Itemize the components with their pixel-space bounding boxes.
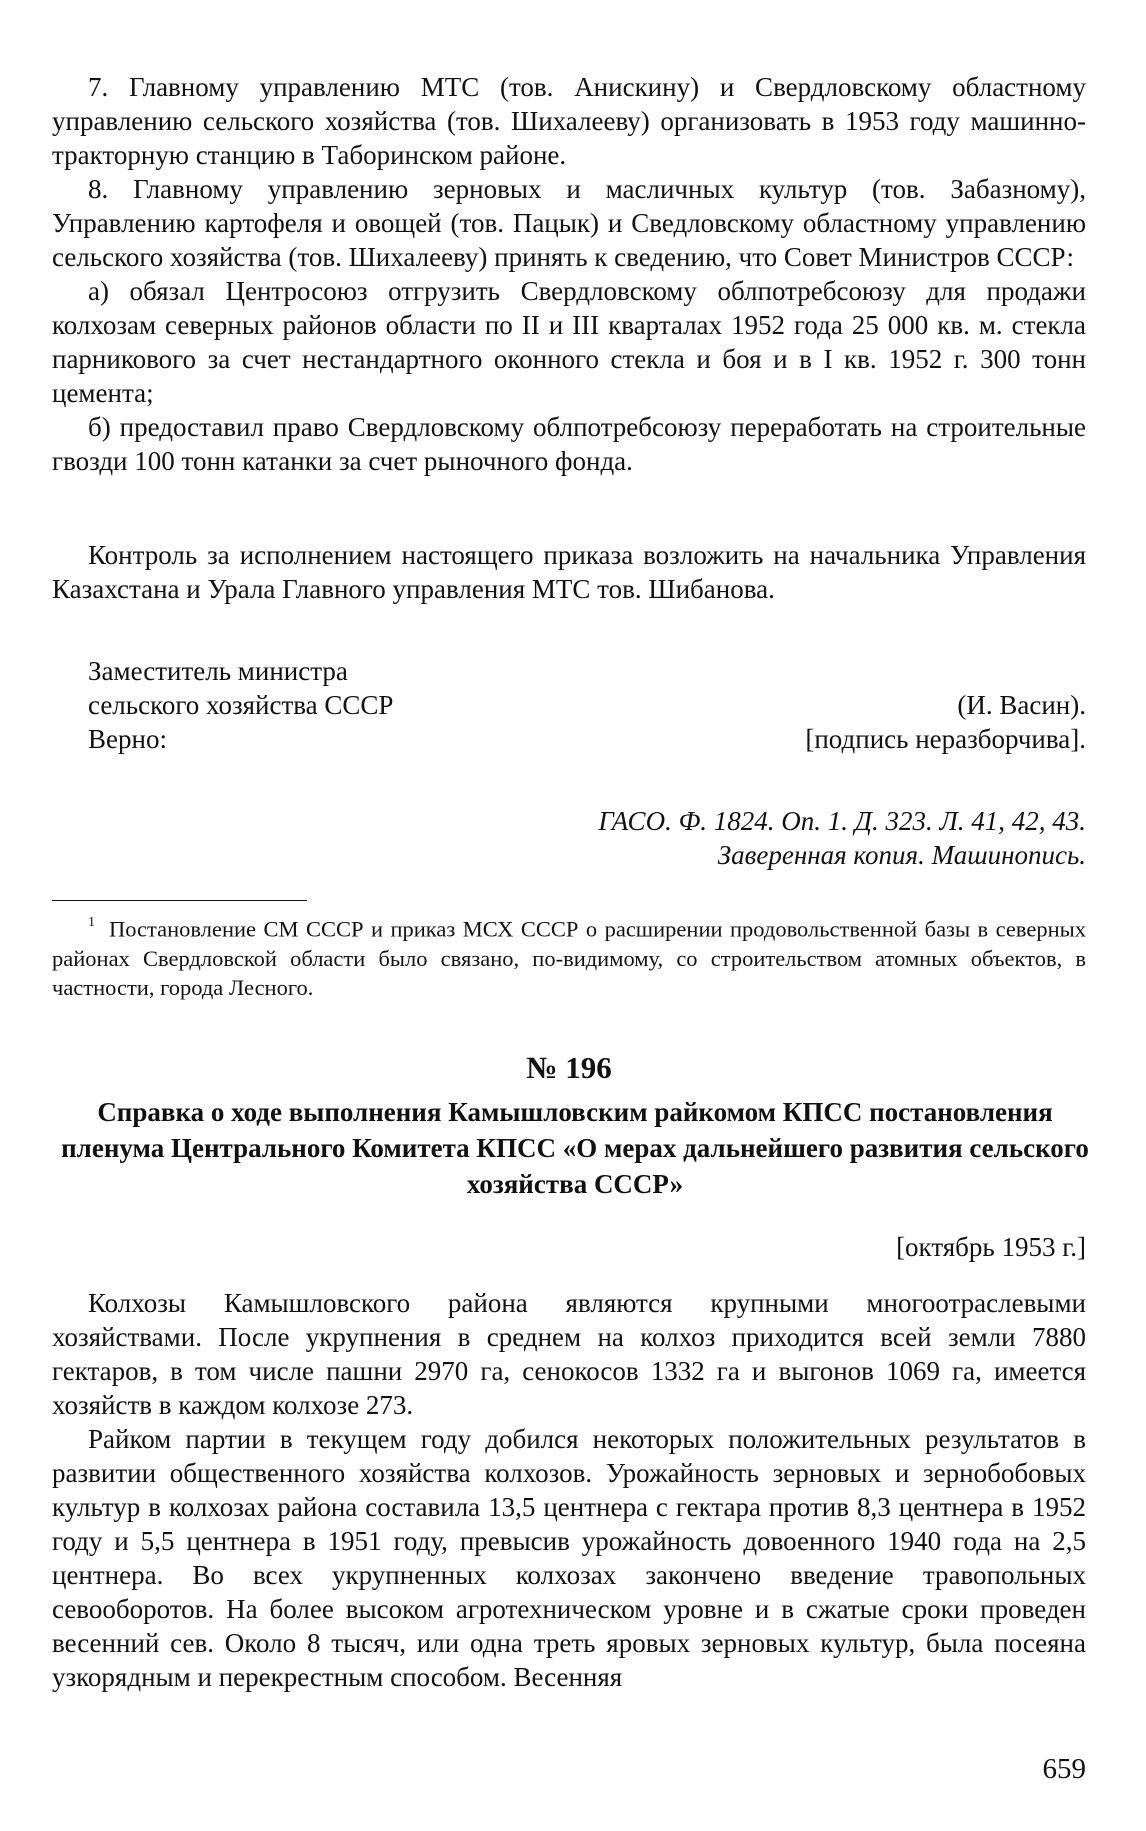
paragraph-item-8a: а) обязал Центросоюз отгрузить Свердловскому облпотребсоюзу для продажи колхозам северных районов области по II и III кварталах 1952 года 25 000 кв. м. стекла парникового за счет нестандартного оконного стекла и боя и в I кв. 1952 г. 300 тонн цемента;	[52, 276, 1086, 408]
signature-name: (И. Васин).	[957, 690, 1086, 720]
signature-block	[52, 654, 1086, 756]
paragraph-item-8: 8. Главному управлению зерновых и масличных культур (тов. Забазному), Управлению картофеля и овощей (тов. Пацык) и Сведловскому областному управлению сельского хозяйства (тов. Шихалееву) принять к сведению, что Совет Министров СССР:	[52, 174, 1086, 272]
footnote-mark: 1	[88, 915, 95, 930]
archive-reference: ГАСО. Ф. 1824. Оп. 1. Д. 323. Л. 41, 42, 43.	[598, 806, 1086, 836]
document-number: № 196	[526, 1050, 612, 1085]
paragraph-item-8b: б) предоставил право Свердловскому облпотребсоюзу переработать на строительные гвозди 100 тонн катанки за счет рыночного фонда.	[52, 412, 1086, 476]
illegible-signature-note: [подпись неразборчива].	[805, 724, 1086, 754]
report-body	[52, 1286, 1086, 1694]
archive-source	[52, 804, 1086, 872]
copy-type: Заверенная копия. Машинопись.	[717, 840, 1086, 870]
verified-label: Верно:	[88, 724, 167, 754]
signature-row-1	[52, 654, 1086, 688]
signature-row-3	[52, 722, 1086, 756]
footnote-paragraph	[52, 910, 1086, 1002]
signature-position: Заместитель министра	[88, 656, 348, 686]
paragraph-item-7: 7. Главному управлению МТС (тов. Анискину) и Свердловскому областному управлению сельского хозяйства (тов. Шихалееву) организовать в 1953 году машинно-тракторную станцию в Таборинском районе.	[52, 72, 1086, 170]
footnote	[52, 910, 1086, 1002]
footnote-text: Постановление СМ СССР и приказ МСХ СССР о расширении продовольственной базы в северных районах Свердловской области было связано, по-видимому, со строительством атомных объектов, в частности, города Лесного.	[52, 916, 1086, 1000]
document-date: [октябрь 1953 г.]	[896, 1232, 1086, 1262]
page-number: 659	[1042, 1753, 1086, 1785]
report-paragraph-2: Райком партии в текущем году добился некоторых положительных результатов в развитии общественного хозяйства колхозов. Урожайность зерновых и зернобобовых культур в колхозах района составила 13,5 центнера с гектара против 8,3 центнера в 1952 году и 5,5 центнера в 1951 году, превысив урожайность довоенного 1940 года на 2,5 центнера. Во всех укрупненных колхозах закончено введение травопольных севооборотов. На более высоком агротехническом уровне и в сжатые сроки проведен весенний сев. Около 8 тысяч, или одна треть яровых зерновых культур, была посеяна узкорядным и перекрестным способом. Весенняя	[52, 1424, 1086, 1692]
order-items-block	[52, 70, 1086, 478]
signature-ministry: сельского хозяйства СССР	[88, 690, 394, 720]
signature-row-2	[52, 688, 1086, 722]
document-title: Справка о ходе выполнения Камышловским райкомом КПСС постановления пленума Центрального Комитета КПСС «О мерах дальнейшего развития сельского хозяйства СССР»	[61, 1097, 1089, 1199]
report-paragraph-1: Колхозы Камышловского района являются крупными многоотраслевыми хозяйствами. После укрупнения в среднем на колхоз приходится всей земли 7880 гектаров, в том числе пашни 2970 га, сенокосов 1332 га и выгонов 1069 га, имеется хозяйств в каждом колхозе 273.	[52, 1288, 1086, 1420]
control-paragraph: Контроль за исполнением настоящего приказа возложить на начальника Управления Казахстана и Урала Главного управления МТС тов. Шибанова.	[52, 540, 1086, 604]
footnote-divider	[52, 900, 307, 901]
control-block	[52, 538, 1086, 606]
